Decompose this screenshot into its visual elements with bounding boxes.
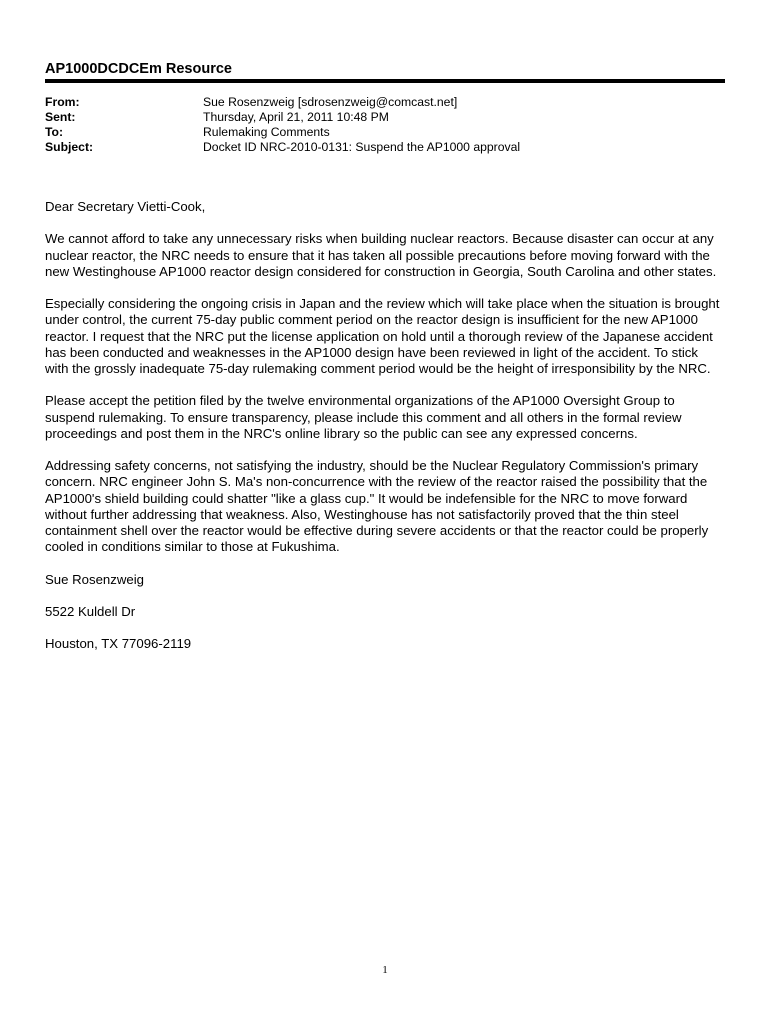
to-value: Rulemaking Comments — [203, 125, 330, 139]
sent-value: Thursday, April 21, 2011 10:48 PM — [203, 110, 389, 124]
salutation: Dear Secretary Vietti-Cook, — [45, 199, 206, 214]
signature-city: Houston, TX 77096-2119 — [45, 636, 192, 652]
paragraph-4: Addressing safety concerns, not satisfying the industry, should be the Nuclear Regulatory Commission's primary concern. NRC engineer John S. Ma's non-concurrence with the review of the reactor raised the possibility that the AP1000's shield building could shatter "like a glass cup." It would be indefensible for the NRC to move forward without further addressing that weakness. Also, Westinghouse has not satisfactorily proved that the thin steel containment shell over the reactor would be effective during severe accidents or that the reactor could be properly cooled in conditions similar to those at Fukushima. — [45, 458, 709, 555]
sent-row — [45, 110, 725, 125]
subject-value: Docket ID NRC-2010-0131: Suspend the AP1000 approval — [203, 140, 521, 154]
from-row — [45, 95, 725, 110]
letter-body — [45, 199, 725, 669]
to-label: To: — [45, 125, 64, 139]
page-number: 1 — [382, 964, 388, 976]
subject-label: Subject: — [45, 140, 94, 154]
title-divider — [45, 79, 725, 83]
signature-block — [45, 572, 725, 653]
from-label: From: — [45, 95, 80, 109]
paragraph-1: We cannot afford to take any unnecessary risks when building nuclear reactors. Because disaster can occur at any nuclear reactor, the NRC needs to ensure that it has taken all possible precautions before moving forward with the new Westinghouse AP1000 reactor design considered for construction in Georgia, South Carolina and other states. — [45, 231, 717, 279]
signature-name: Sue Rosenzweig — [45, 571, 144, 587]
document-title: AP1000DCDCEm Resource — [45, 61, 232, 77]
email-header — [45, 95, 725, 155]
paragraph-2: Especially considering the ongoing crisis in Japan and the review which will take place when the situation is brought under control, the current 75-day public comment period on the reactor design is insufficient for the new AP1000 reactor. I request that the NRC put the license application on hold until a thorough review of the Japanese accident has been conducted and weaknesses in the AP1000 design have been reviewed in light of the accident. To stick with the grossly inadequate 75-day rulemaking comment period would be the height of irresponsibility by the NRC. — [45, 296, 720, 376]
sent-label: Sent: — [45, 110, 76, 124]
paragraph-3: Please accept the petition filed by the twelve environmental organizations of the AP1000 Oversight Group to suspend rulemaking. To ensure transparency, please include this comment and all others in the formal review proceedings and post them in the NRC's online library so the public can see any expressed concerns. — [45, 393, 682, 441]
signature-street: 5522 Kuldell Dr — [45, 603, 136, 619]
from-value: Sue Rosenzweig [sdrosenzweig@comcast.net] — [203, 95, 458, 109]
subject-row — [45, 140, 725, 155]
to-row — [45, 125, 725, 140]
